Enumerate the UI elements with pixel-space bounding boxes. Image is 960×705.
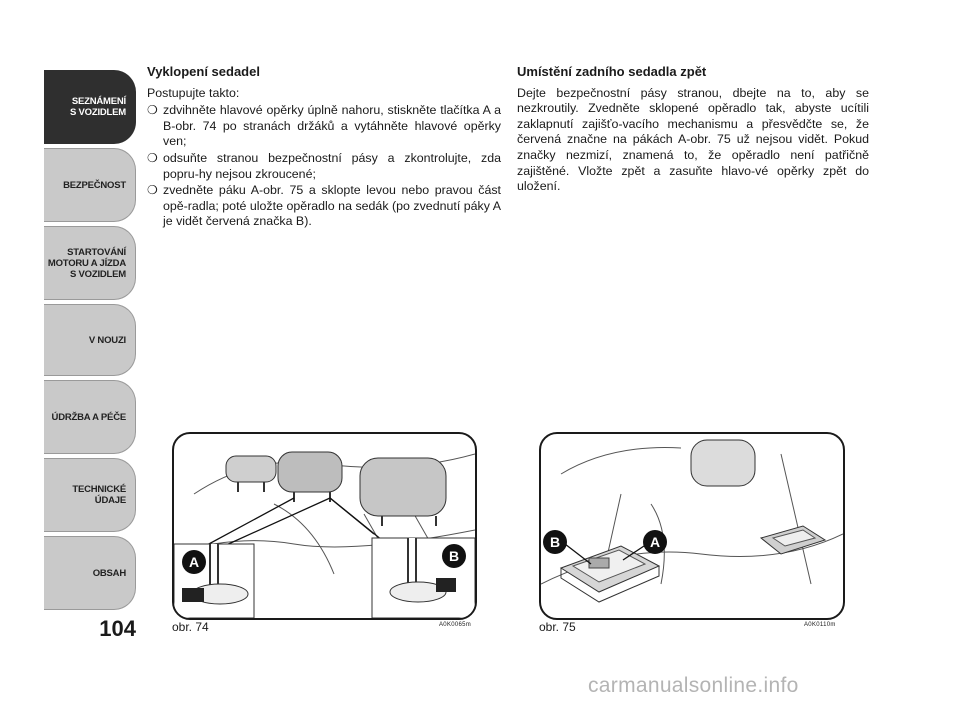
tab-seznameni[interactable]: SEZNÁMENÍ S VOZIDLEM (44, 70, 136, 144)
figure-75-seat-lever (539, 432, 845, 620)
right-column (517, 64, 869, 195)
tab-v-nouzi[interactable]: V NOUZI (44, 304, 136, 376)
figure-74-headrests (172, 432, 477, 620)
list-item: ❍ zvedněte páku A-obr. 75 a sklopte levou nebo pravou část opě-radla; poté uložte opěradlo na sedák (po zvednutí páky A je vidět červená značka B). (147, 183, 501, 230)
tab-udrzba[interactable]: ÚDRŽBA A PÉČE (44, 380, 136, 454)
seat-lever-illustration (541, 434, 843, 618)
watermark: carmanualsonline.info (588, 674, 799, 697)
section-heading-umisteni: Umístění zadního sedadla zpět (517, 64, 707, 79)
figure-code: A0K0065m (439, 622, 472, 628)
tab-technicke-udaje[interactable]: TECHNICKÉ ÚDAJE (44, 458, 136, 532)
tab-startovani[interactable]: STARTOVÁNÍ MOTORU A JÍZDA S VOZIDLEM (44, 226, 136, 300)
label-a: A (649, 534, 661, 550)
left-column (147, 64, 501, 231)
figure-code: A0K0110m (804, 622, 836, 628)
headrest-illustration (174, 434, 475, 618)
intro-text: Postupujte takto: (147, 85, 240, 100)
page-number: 104 (99, 616, 136, 641)
label-b: B (549, 534, 561, 550)
list-item: ❍ odsuňte stranou bezpečnostní pásy a zkontrolujte, zda popru-hy nejsou zkroucené; (147, 151, 501, 182)
section-heading-vyklopeni: Vyklopení sedadel (147, 64, 260, 79)
tab-bezpecnost[interactable]: BEZPEČNOST (44, 148, 136, 222)
label-b: B (448, 548, 460, 564)
label-a: A (188, 554, 200, 570)
list-item: ❍ zdvihněte hlavové opěrky úplně nahoru, stiskněte tlačítka A a B-obr. 74 po stranách držáků a vytáhněte hlavové opěrky ven; (147, 103, 501, 150)
tab-obsah[interactable]: OBSAH (44, 536, 136, 610)
figure-caption: obr. 74 (172, 620, 209, 634)
steps-list (147, 103, 501, 230)
body-text: Dejte bezpečnostní pásy stranou, dbejte na to, aby se nezkroutily. Zvedněte sklopené opěradlo tak, abyste ucítili zaklapnutí zajišťo-vacího mechanismu a přesvědčte se, že červená značne na pákách A-obr. 75 už nejsou vidět. Pokud značky nezmizí, znamená to, že opěradlo není patřičně zajištěné. Vložte zpět a zasuňte hlavo-vé opěrky zpět do uložení. (517, 85, 869, 194)
figure-caption: obr. 75 (539, 620, 576, 634)
